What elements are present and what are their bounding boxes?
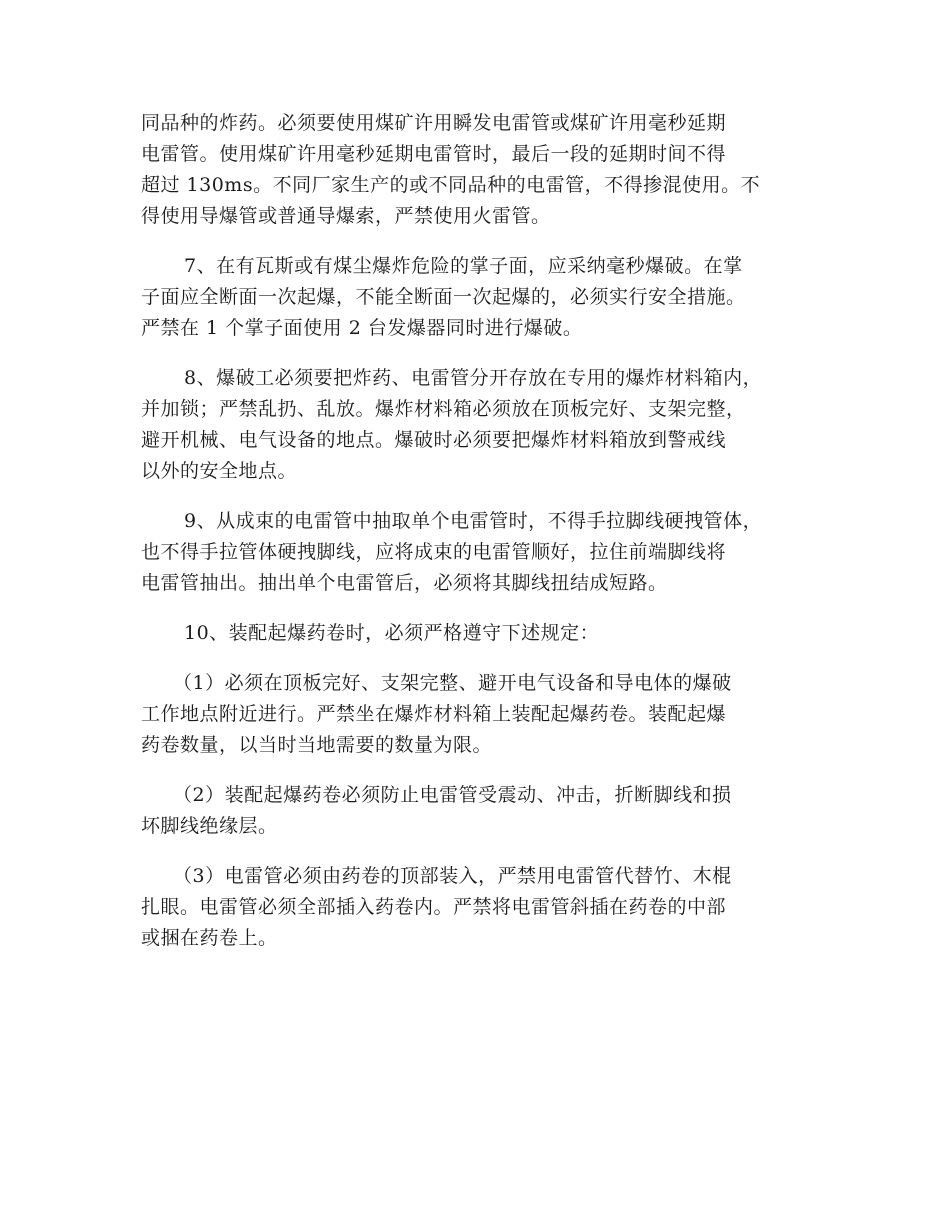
text-line: 或捆在药卷上。 (141, 927, 278, 949)
text-line: 药卷数量，以当时当地需要的数量为限。 (141, 734, 493, 756)
text-line: 电雷管抽出。抽出单个电雷管后，必须将其脚线扭结成短路。 (141, 572, 668, 594)
text-line: 超过 130ms。不同厂家生产的或不同品种的电雷管，不得掺混使用。不 (141, 174, 761, 196)
text-line: 严禁在 1 个掌子面使用 2 台发爆器同时进行爆破。 (141, 317, 583, 339)
text-line: （1）必须在顶板完好、支架完整、避开电气设备和导电体的爆破 (173, 672, 732, 694)
text-line: 9、从成束的电雷管中抽取单个电雷管时，不得手拉脚线硬拽管体， (184, 510, 763, 532)
paragraph-item-7 (141, 251, 813, 344)
text-line: 也不得手拉管体硬拽脚线，应将成束的电雷管顺好，拉住前端脚线将 (141, 541, 727, 563)
text-line: 同品种的炸药。必须要使用煤矿许用瞬发电雷管或煤矿许用毫秒延期 (141, 112, 727, 134)
text-line: （3）电雷管必须由药卷的顶部装入，严禁用电雷管代替竹、木棍 (173, 865, 732, 887)
text-line: 避开机械、电气设备的地点。爆破时必须要把爆炸材料箱放到警戒线 (141, 429, 727, 451)
paragraph-subitem-1 (141, 668, 813, 761)
text-line: 7、在有瓦斯或有煤尘爆炸危险的掌子面，应采纳毫秒爆破。在掌 (184, 255, 743, 277)
text-line: 并加锁；严禁乱扔、乱放。爆炸材料箱必须放在顶板完好、支架完整， (141, 398, 746, 420)
paragraph-subitem-3 (141, 861, 813, 954)
text-line: 子面应全断面一次起爆，不能全断面一次起爆的，必须实行安全措施。 (141, 286, 746, 308)
paragraph-item-8 (141, 363, 813, 487)
text-line: 工作地点附近进行。严禁坐在爆炸材料箱上装配起爆药卷。装配起爆 (141, 703, 727, 725)
text-line: 坏脚线绝缘层。 (141, 815, 278, 837)
text-line: 电雷管。使用煤矿许用毫秒延期电雷管时，最后一段的延期时间不得 (141, 143, 727, 165)
text-line: 得使用导爆管或普通导爆索，严禁使用火雷管。 (141, 205, 551, 227)
paragraph-item-9 (141, 506, 813, 599)
text-line: 以外的安全地点。 (141, 460, 298, 482)
paragraph-subitem-2 (141, 780, 813, 842)
text-line: 8、爆破工必须要把炸药、电雷管分开存放在专用的爆炸材料箱内， (184, 367, 763, 389)
text-line: 扎眼。电雷管必须全部插入药卷内。严禁将电雷管斜插在药卷的中部 (141, 896, 727, 918)
text-line: （2）装配起爆药卷必须防止电雷管受震动、冲击，折断脚线和损 (173, 784, 732, 806)
document-body (141, 108, 813, 973)
paragraph-continuation (141, 108, 813, 232)
paragraph-item-10 (141, 618, 813, 649)
text-line: 10、装配起爆药卷时，必须严格遵守下述规定： (184, 622, 600, 644)
